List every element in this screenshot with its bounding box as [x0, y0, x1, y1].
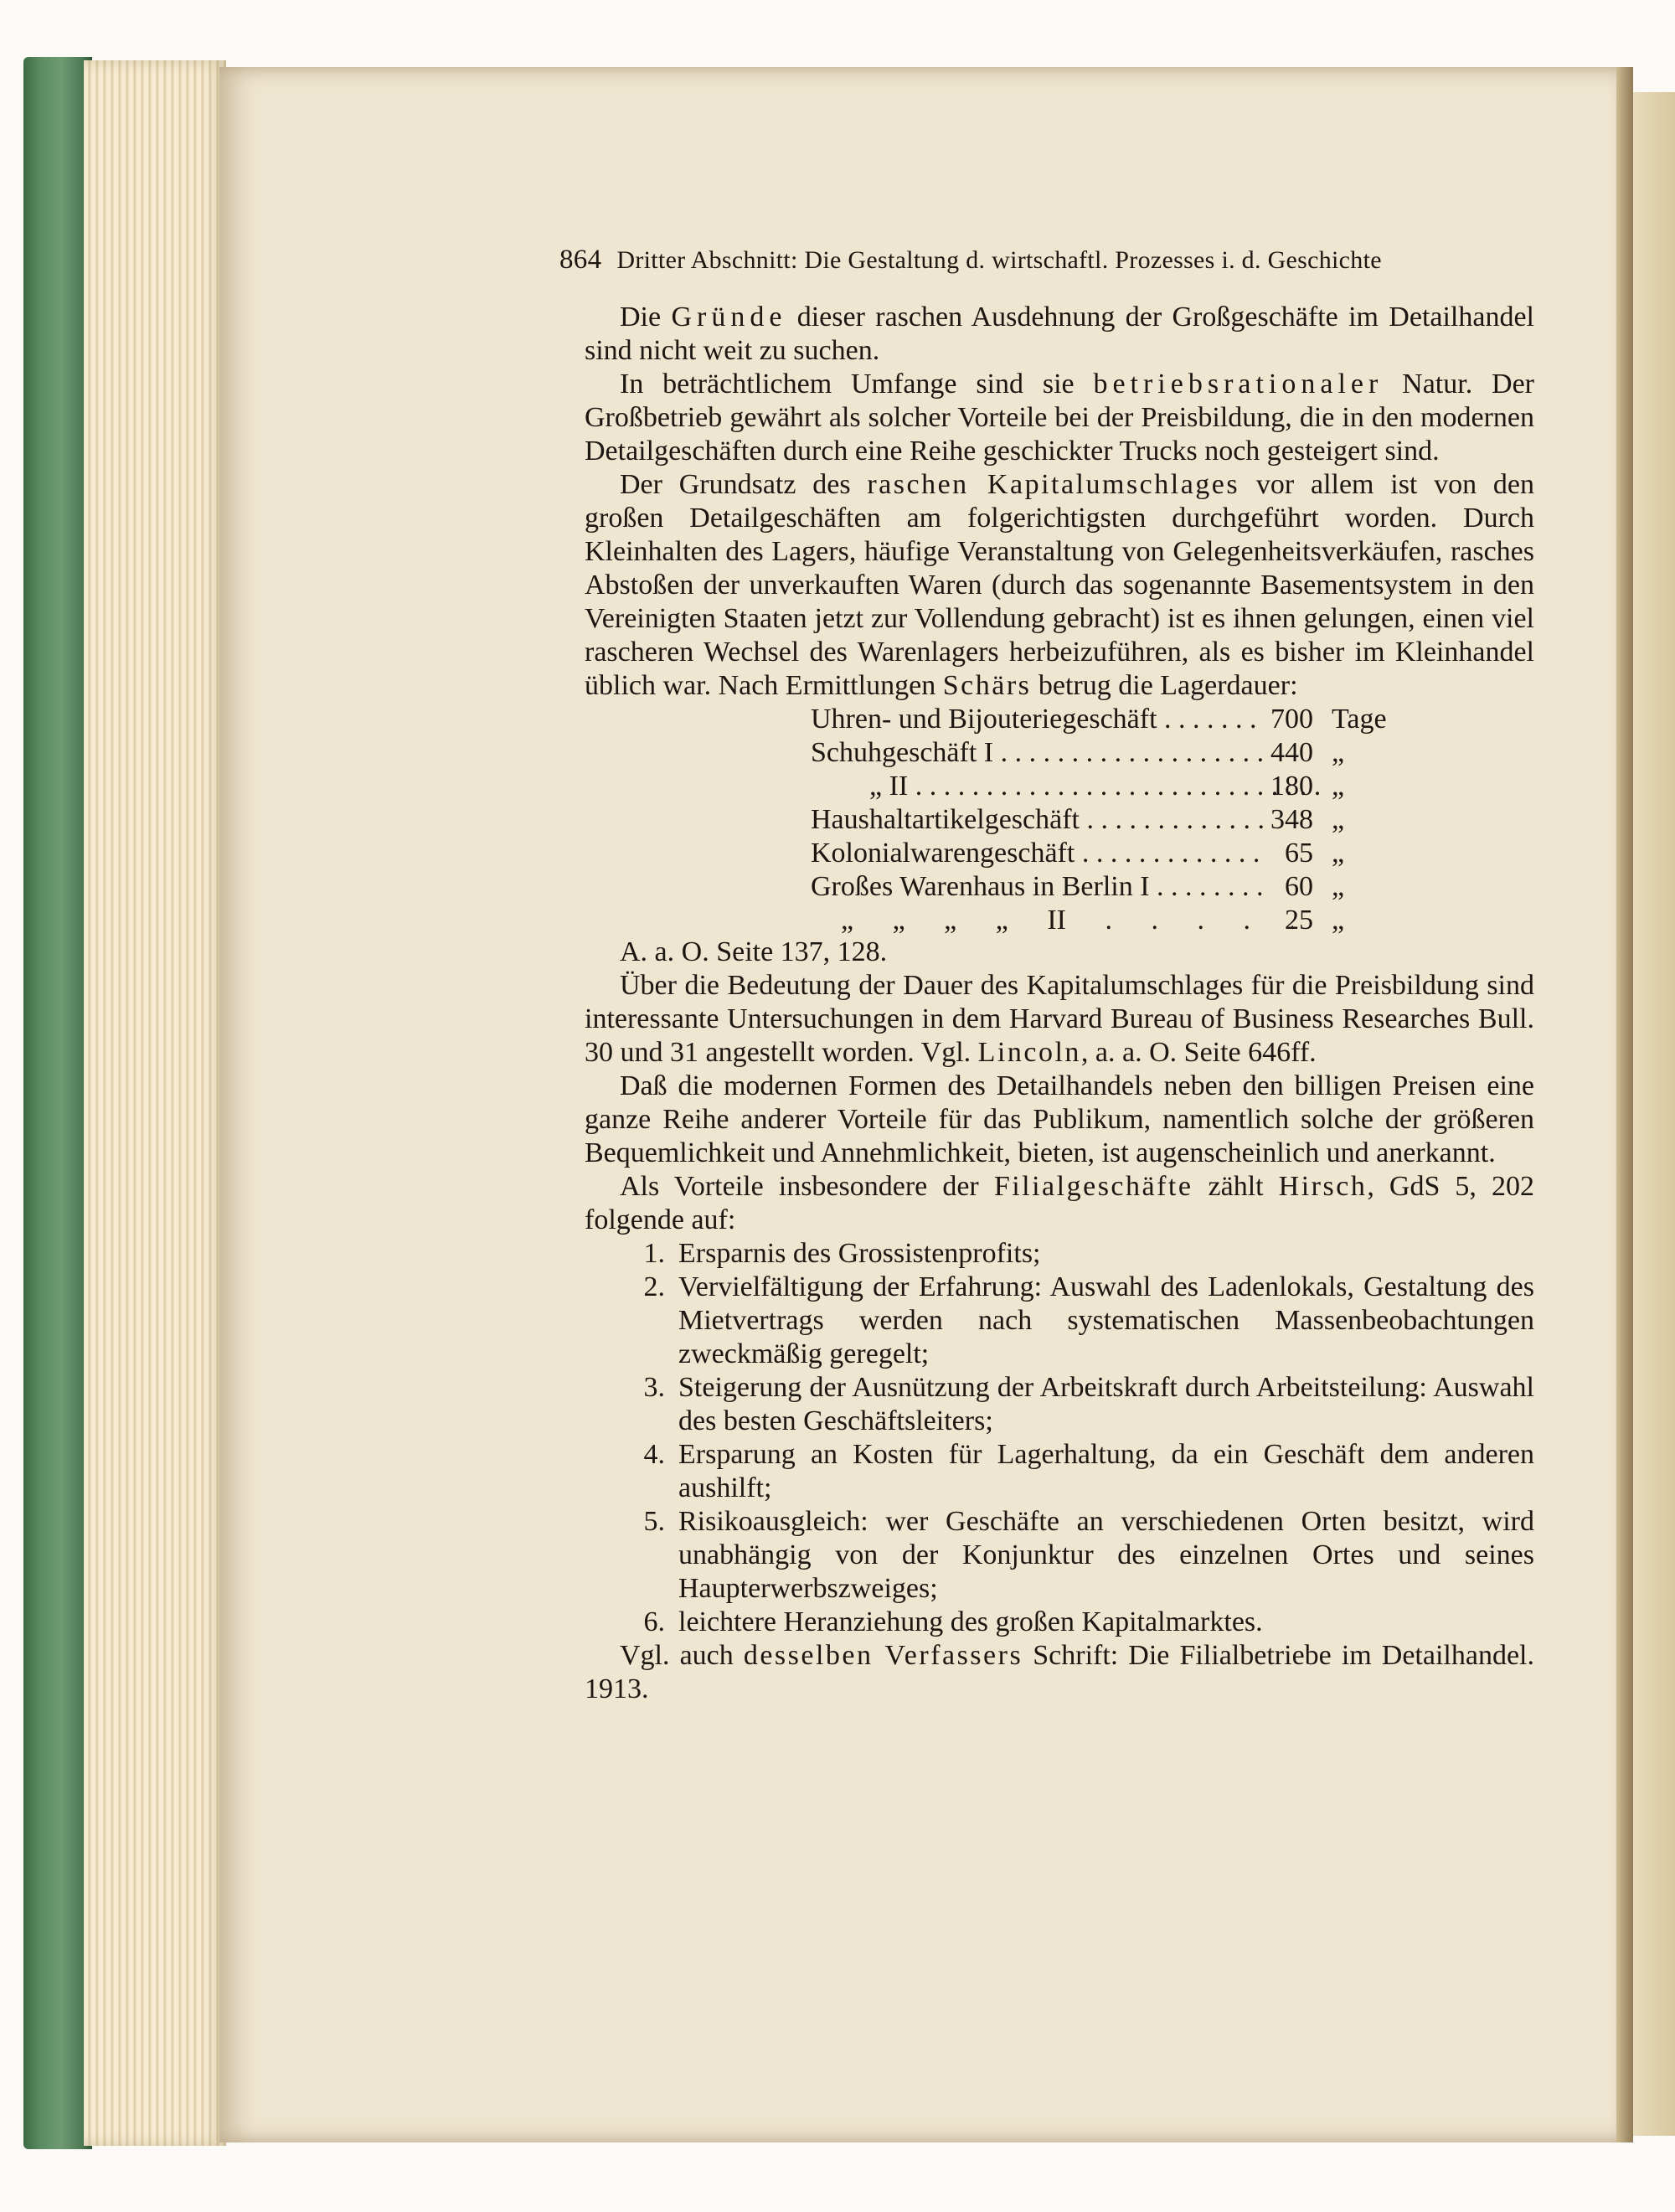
list-item-text: Ersparung an Kosten für Lagerhaltung, da ein Geschäft dem anderen aushilft; [678, 1439, 1534, 1503]
para6-post: , GdS 5, 202 folgende auf: [585, 1171, 1534, 1235]
page-number: 864 [559, 245, 602, 275]
para4-post: , a. a. O. Seite 646ff. [1080, 1037, 1317, 1068]
list-item-text: Ersparnis des Grossistenprofits; [678, 1238, 1041, 1269]
list-item [585, 1606, 1534, 1639]
list-item-number: 2. [643, 1271, 665, 1302]
lager-row [811, 803, 1534, 837]
para6-mid: zählt [1193, 1171, 1279, 1202]
para7-post: Schrift: Die Filialbetriebe im Detailhandel. 1913. [585, 1640, 1534, 1704]
para3-pre: Der Grundsatz des [620, 469, 868, 500]
lagerdauer-source: A. a. O. Seite 137, 128. [620, 936, 888, 967]
list-item-number: 1. [643, 1238, 665, 1269]
lager-row-name: Uhren- und Bijouteriegeschäft . . . [811, 703, 1263, 736]
para7-spaced: desselben Verfassers [743, 1640, 1023, 1671]
paragraph-kapitalumschlag [585, 468, 1534, 703]
lager-row-value: 700 [1270, 704, 1313, 735]
paragraph-filialgeschaefte [585, 1170, 1534, 1237]
lager-row-name: Kolonialwarengeschäft . . . [811, 837, 1263, 870]
lager-row [811, 904, 1534, 937]
list-item-number: 5. [643, 1506, 665, 1537]
lager-row [811, 870, 1534, 904]
para3-spaced: raschen Kapitalumschlages [867, 469, 1240, 500]
list-item [585, 1237, 1534, 1271]
lager-row-name: Schuhgeschäft I . . . [811, 736, 1263, 770]
lager-row-name: Großes Warenhaus in Berlin I . . . [811, 870, 1263, 904]
list-item-text: Steigerung der Ausnützung der Arbeitskraft durch Arbeitsteilung: Auswahl des besten Geschäftsleiters; [678, 1372, 1534, 1436]
paragraph-gruende [585, 301, 1534, 368]
para4-spaced: Lincoln [977, 1037, 1081, 1068]
para3-mid: vor allem ist von den großen Detailgeschäften am folgerichtigsten durchgeführt worden. Durch Kleinhalten des Lagers, häufige Veranstaltung von Gelegenheitsverkäufen, rasches Abstoßen der unverkauften Waren (durch das sogenannte Basementsystem in den Vereinigten Staaten jetzt zur Vollendung gebracht) ist es ihnen gelungen, einen viel rascheren Wechsel des Warenlagers herbeizuführen, als es bisher im Kleinhandel üblich war. Nach Ermittlungen [585, 469, 1535, 701]
paragraph-betriebsrational [585, 368, 1534, 468]
lager-row-name: „ „ „ „ II . . . [811, 904, 1293, 937]
para3-post: betrug die Lagerdauer: [1031, 670, 1298, 701]
lager-row [811, 736, 1534, 770]
lager-row-value: 65 [1285, 838, 1313, 869]
list-item-number: 4. [643, 1439, 665, 1470]
list-item-text: leichtere Heranziehung des großen Kapitalmarktes. [678, 1606, 1263, 1637]
running-header [559, 245, 1531, 276]
paragraph-harvard [585, 969, 1534, 1070]
para7-pre: Vgl. auch [620, 1640, 744, 1671]
page-gutter-shadow [1616, 67, 1633, 2142]
para6-spaced: Filialgeschäfte [993, 1171, 1193, 1202]
lager-row-unit: Tage [1332, 704, 1387, 735]
para2-spaced: betriebsrationaler [1093, 369, 1384, 400]
advantages-list [585, 1237, 1534, 1639]
lager-row-unit: „ [1332, 771, 1345, 802]
lager-row [811, 770, 1534, 803]
lager-row-value: 60 [1285, 871, 1313, 902]
para3-author: Schärs [942, 670, 1032, 701]
list-item [585, 1438, 1534, 1505]
para2-post: Natur. Der Großbetrieb gewährt als solcher Vorteile bei der Preisbildung, die in den modernen Detailgeschäften durch eine Reihe geschickter Trucks noch gesteigert sind. [585, 369, 1534, 467]
para1-spaced: Gründe [671, 302, 787, 333]
list-item [585, 1271, 1534, 1371]
lager-row-unit: „ [1332, 838, 1345, 869]
lager-row-value: 25 [1285, 905, 1313, 936]
lagerdauer-table [811, 703, 1534, 937]
lager-row-name: Haushaltartikelgeschäft . . . [811, 803, 1263, 837]
para1-pre: Die [620, 302, 672, 333]
lager-row [811, 703, 1534, 736]
lager-row [811, 837, 1534, 870]
lager-row-unit: „ [1332, 905, 1345, 936]
list-item-number: 6. [643, 1606, 665, 1637]
page-edges [84, 60, 226, 2146]
paragraph-bequemlichkeit: Daß die modernen Formen des Detailhandels neben den billigen Preisen eine ganze Reihe anderer Vorteile für das Publikum, namentlich solche der größeren Bequemlichkeit und Annehmlichkeit, bieten, ist augenscheinlich und anerkannt. [585, 1070, 1534, 1168]
para2-pre: In beträchtlichem Umfange sind sie [620, 369, 1094, 400]
list-item-text: Risikoausgleich: wer Geschäfte an verschiedenen Orten besitzt, wird unabhängig von der Konjunktur des einzelnen Ortes und seines Haupterwerbszweiges; [678, 1506, 1534, 1604]
lager-row-value: 348 [1270, 804, 1313, 835]
list-item-text: Vervielfältigung der Erfahrung: Auswahl des Ladenlokals, Gestaltung des Mietvertrags werden nach systematischen Massenbeobachtungen zweckmäßig geregelt; [678, 1271, 1534, 1369]
lager-row-value: 180 [1270, 771, 1313, 802]
paragraph-vgl [585, 1639, 1534, 1706]
list-item [585, 1371, 1534, 1438]
para4-pre: Über die Bedeutung der Dauer des Kapitalumschlages für die Preisbildung sind interessante Untersuchungen in dem Harvard Bureau of Business Researches Bull. 30 und 31 angestellt worden. Vgl. [585, 970, 1534, 1068]
list-item [585, 1505, 1534, 1606]
body-text [585, 301, 1534, 1706]
lager-row-unit: „ [1332, 737, 1345, 768]
lager-row-unit: „ [1332, 804, 1345, 835]
list-item-number: 3. [643, 1372, 665, 1403]
book-binding [23, 57, 92, 2149]
running-title: Dritter Abschnitt: Die Gestaltung d. wirtschaftl. Prozesses i. d. Geschichte [616, 246, 1382, 274]
lager-row-value: 440 [1270, 737, 1313, 768]
para6-author: Hirsch [1278, 1171, 1368, 1202]
para1-post: dieser raschen Ausdehnung der Großgeschäfte im Detailhandel sind nicht weit zu suchen. [585, 302, 1534, 366]
next-page-edge [1633, 92, 1675, 2136]
lager-row-unit: „ [1332, 871, 1345, 902]
para6-pre: Als Vorteile insbesondere der [620, 1171, 994, 1202]
lager-row-name: „ II . . . [811, 770, 1322, 803]
